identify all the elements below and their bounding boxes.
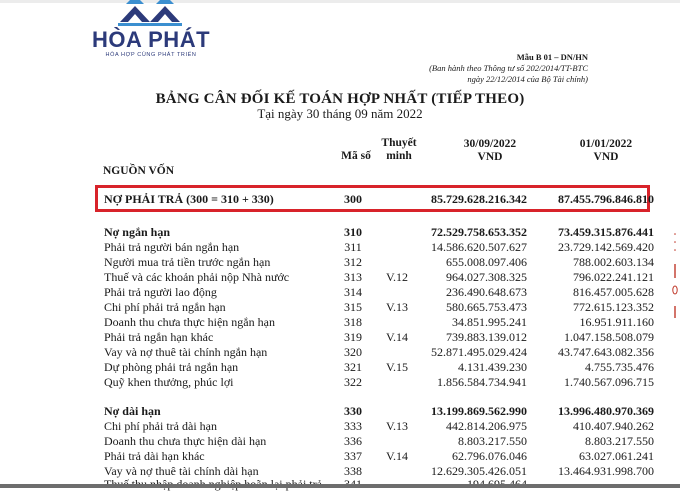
row-label: Phải trả người bán ngắn hạn (104, 240, 240, 254)
row-value-period1: 14.586.620.507.627 (431, 240, 527, 254)
row-value-period2: 73.459.315.876.441 (558, 225, 654, 239)
column-header-period1-unit: VND (477, 151, 503, 163)
row-value-period2: 13.464.931.998.700 (558, 464, 654, 478)
table-row-short-term-debt (0, 225, 680, 239)
row-value-period2: 410.407.940.262 (573, 419, 654, 433)
table-row (0, 345, 680, 359)
row-code: 313 (344, 270, 362, 284)
row-code: 333 (344, 419, 362, 433)
row-label: Doanh thu chưa thực hiện ngắn hạn (104, 315, 275, 329)
row-value-period1: 442.814.206.975 (446, 419, 527, 433)
row-label: Doanh thu chưa thực hiện dài hạn (104, 434, 267, 448)
row-value-period1: 62.796.076.046 (452, 449, 527, 463)
column-header-note (376, 137, 422, 163)
row-label: Vay và nợ thuê tài chính ngắn hạn (104, 345, 268, 359)
row-label: Nợ ngắn hạn (104, 225, 171, 239)
table-row (0, 419, 680, 433)
row-value-period2: 87.455.796.846.810 (558, 192, 654, 206)
document-title: BẢNG CÂN ĐỐI KẾ TOÁN HỢP NHẤT (TIẾP THEO) (155, 91, 525, 107)
form-code: Mẫu B 01 – DN/HN (516, 52, 588, 62)
row-code: 300 (344, 192, 362, 206)
row-note: V.14 (385, 330, 409, 344)
row-label: Phải trả dài hạn khác (104, 449, 205, 463)
logo-tagline: HÒA HỢP CÙNG PHÁT TRIỂN (105, 52, 197, 58)
column-header-period1 (440, 138, 540, 164)
row-note: V.14 (385, 449, 409, 463)
row-value-period1: 72.529.758.653.352 (431, 225, 527, 239)
bottom-edge (0, 484, 680, 488)
row-value-period1: 964.027.308.325 (446, 270, 527, 284)
row-code: 319 (344, 330, 362, 344)
row-value-period2: 4.755.735.476 (585, 360, 654, 374)
table-row (0, 375, 680, 389)
row-code: 311 (344, 240, 362, 254)
stamp-mark-icon (672, 230, 678, 330)
table-row (0, 255, 680, 269)
row-value-period2: 43.747.643.082.356 (558, 345, 654, 359)
row-label: Thuế và các khoản phải nộp Nhà nước (104, 270, 290, 284)
table-row (0, 270, 680, 284)
row-label: Phải trả người lao động (104, 285, 217, 299)
table-row (0, 360, 680, 374)
table-row (0, 285, 680, 299)
column-header-note-line2: minh (386, 150, 412, 162)
row-value-period2: 772.615.123.352 (573, 300, 654, 314)
row-label: Chi phí phải trả ngắn hạn (104, 300, 226, 314)
row-code: 322 (344, 375, 362, 389)
logo-mark-icon (118, 0, 184, 28)
row-code: 321 (344, 360, 362, 374)
row-value-period1: 8.803.217.550 (458, 434, 527, 448)
row-code: 330 (344, 404, 362, 418)
row-value-period2: 816.457.005.628 (573, 285, 654, 299)
document-subtitle: Tại ngày 30 tháng 09 năm 2022 (257, 106, 423, 121)
column-header-period2-unit: VND (593, 151, 619, 163)
row-value-period2: 796.022.241.121 (573, 270, 654, 284)
row-value-period1: 13.199.869.562.990 (431, 404, 527, 418)
row-label: Vay và nợ thuê tài chính dài hạn (104, 464, 259, 478)
row-value-period2: 788.002.603.134 (573, 255, 654, 269)
table-row-total-liabilities (0, 192, 680, 206)
row-label: Phải trả ngắn hạn khác (104, 330, 214, 344)
row-label: Nợ dài hạn (104, 404, 161, 418)
table-row (0, 330, 680, 344)
hoa-phat-logo (88, 0, 214, 62)
column-header-period2-date: 01/01/2022 (579, 138, 633, 150)
row-value-period2: 63.027.061.241 (579, 449, 654, 463)
table-row-long-term-debt (0, 404, 680, 418)
table-row (0, 240, 680, 254)
column-header-code: Mã số (341, 150, 371, 162)
row-note: V.13 (385, 419, 409, 433)
row-value-period2: 23.729.142.569.420 (558, 240, 654, 254)
table-row (0, 464, 680, 478)
row-note: V.13 (385, 300, 409, 314)
form-metadata (429, 52, 588, 85)
form-note-line2: ngày 22/12/2014 của Bộ Tài chính) (467, 74, 588, 84)
row-code: 337 (344, 449, 362, 463)
row-value-period1: 34.851.995.241 (452, 315, 527, 329)
row-code: 336 (344, 434, 362, 448)
table-row (0, 449, 680, 463)
row-label: Chi phí phải trả dài hạn (104, 419, 217, 433)
row-code: 338 (344, 464, 362, 478)
column-header-note-line1: Thuyết (381, 137, 417, 149)
column-header-period1-date: 30/09/2022 (463, 138, 517, 150)
row-label: Dự phòng phải trả ngắn hạn (104, 360, 239, 374)
table-row (0, 300, 680, 314)
logo-brand-name: HÒA PHÁT (91, 27, 211, 52)
row-value-period1: 580.665.753.473 (446, 300, 527, 314)
row-value-period1: 236.490.648.673 (446, 285, 527, 299)
row-value-period2: 1.740.567.096.715 (564, 375, 654, 389)
row-value-period2: 13.996.480.970.369 (558, 404, 654, 418)
row-label: Người mua trả tiền trước ngắn hạn (104, 255, 271, 269)
row-code: 310 (344, 225, 362, 239)
row-label: Quỹ khen thưởng, phúc lợi (104, 375, 234, 389)
row-value-period1: 4.131.439.230 (458, 360, 527, 374)
row-value-period1: 52.871.495.029.424 (431, 345, 527, 359)
table-row (0, 315, 680, 329)
row-value-period2: 1.047.158.508.079 (564, 330, 654, 344)
section-label-capital-sources: NGUỒN VỐN (103, 165, 175, 177)
row-value-period1: 739.883.139.012 (446, 330, 527, 344)
row-code: 315 (344, 300, 362, 314)
row-value-period2: 16.951.911.160 (579, 315, 654, 329)
row-note: V.15 (385, 360, 409, 374)
row-note: V.12 (385, 270, 409, 284)
form-note-line1: (Ban hành theo Thông tư số 202/2014/TT-BTC (429, 63, 588, 73)
row-value-period2: 8.803.217.550 (585, 434, 654, 448)
row-value-period1: 12.629.305.426.051 (431, 464, 527, 478)
row-code: 318 (344, 315, 362, 329)
row-value-period1: 655.008.097.406 (446, 255, 527, 269)
row-code: 320 (344, 345, 362, 359)
row-code: 312 (344, 255, 362, 269)
row-value-period1: 1.856.584.734.941 (437, 375, 527, 389)
row-code: 314 (344, 285, 362, 299)
table-row (0, 434, 680, 448)
row-label: NỢ PHẢI TRẢ (300 = 310 + 330) (104, 192, 274, 206)
row-value-period1: 85.729.628.216.342 (431, 192, 527, 206)
column-header-period2 (556, 138, 656, 164)
